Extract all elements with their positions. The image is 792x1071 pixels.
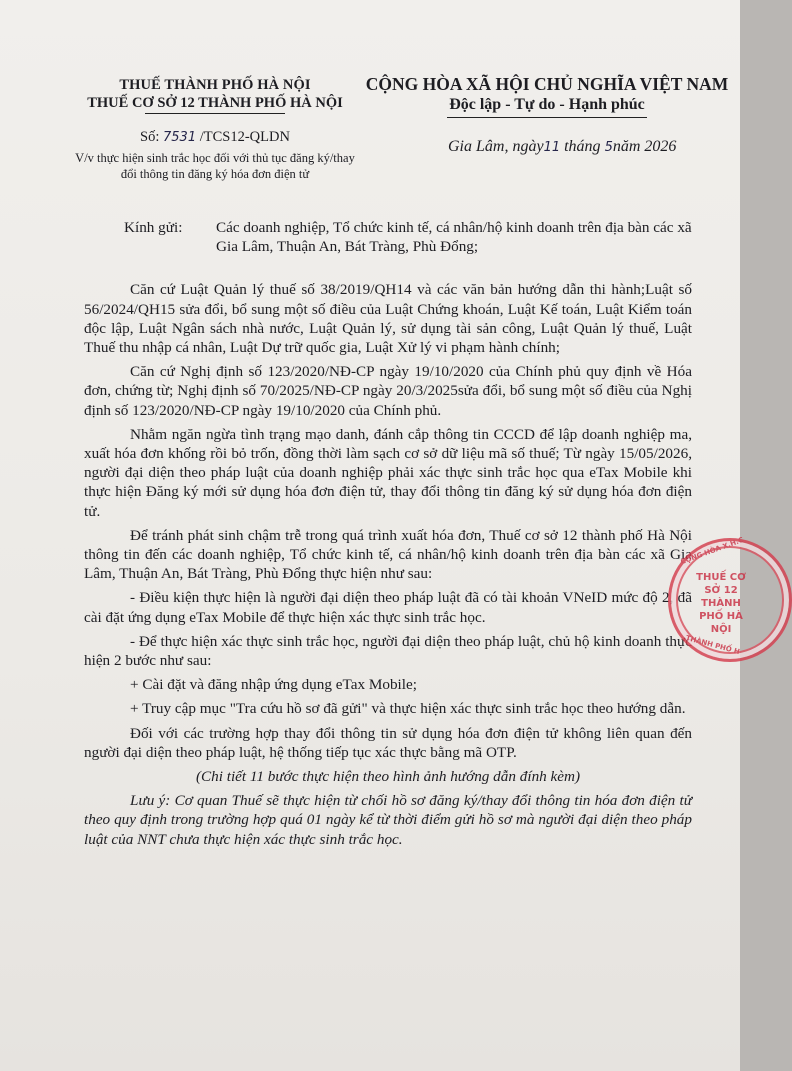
paragraph: + Truy cập mục "Tra cứu hồ sơ đã gửi" và thực hiện xác thực sinh trắc học theo hướng dẫn. [130, 700, 686, 718]
document-body [84, 218, 692, 854]
national-motto: Độc lập - Tự do - Hạnh phúc [449, 96, 645, 113]
date-year: năm 2026 [612, 138, 677, 155]
issuer-underline [145, 113, 285, 114]
seal-ring-text: CỘNG HÒA X.H.C [679, 535, 745, 567]
national-heading [362, 74, 732, 118]
recipient-label: Kính gửi: [124, 219, 183, 236]
paragraph: Nhằm ngăn ngừa tình trạng mạo danh, đánh cắp thông tin CCCD để lập doanh nghiệp ma, xuất hóa đơn khống rồi bỏ trốn, đồng thời làm sạch cơ sở dữ liệu mã số thuế; Từ ngày 15/05/2026, người đại diện theo pháp luật của doanh nghiệp phải xác thực sinh trắc học qua eTax Mobile khi thực hiện Đăng ký mới sử dụng hóa đơn điện tử, thay đổi thông tin đăng ký sử dụng hóa đơn điện tử. [84, 425, 692, 520]
note-paragraph: Lưu ý: Cơ quan Thuế sẽ thực hiện từ chối hồ sơ đăng ký/thay đổi thông tin hóa đơn điện tử theo quy định trong trường hợp quá 01 ngày kể từ thời điểm gửi hồ sơ mà người đại diện theo pháp luật của NNT chưa thực hiện xác thực sinh trắc học. [84, 792, 692, 848]
document-date [448, 138, 676, 156]
recipient-block [124, 218, 692, 256]
official-seal [668, 535, 792, 662]
paragraph: - Điều kiện thực hiện là người đại diện theo pháp luật đã có tài khoản VNeID mức độ 2, đã cài đặt ứng dụng eTax Mobile để thực hiện xác thực sinh trắc học. [84, 589, 692, 626]
date-month-label: tháng [564, 138, 601, 155]
seal-text: THUẾ CƠ SỞ 12 THÀNH PHỐ HÀ NỘI [696, 572, 746, 635]
date-day: 11 [543, 140, 561, 155]
document-subject: V/v thực hiện sinh trắc học đối với thủ tục đăng ký/thay đổi thông tin đăng ký hóa đơn điện tử [75, 151, 355, 181]
paragraph: - Để thực hiện xác thực sinh trắc học, người đại diện theo pháp luật, chủ hộ kinh doanh thực hiện 2 bước như sau: [84, 632, 692, 670]
parent-organization: THUẾ THÀNH PHỐ HÀ NỘI [119, 77, 311, 93]
paragraph: Đối với các trường hợp thay đổi thông tin sử dụng hóa đơn điện tử không liên quan đến người đại diện theo pháp luật, hệ thống tiếp tục xác thực bằng mã OTP. [84, 724, 692, 761]
nation-title: CỘNG HÒA XÃ HỘI CHỦ NGHĨA VIỆT NAM [365, 74, 729, 94]
issuer-block [70, 76, 360, 182]
date-prefix: Gia Lâm, ngày [448, 138, 544, 155]
document-number-handwritten: 7531 [163, 130, 197, 145]
date-month: 5 [604, 140, 613, 155]
paragraph: Căn cứ Luật Quản lý thuế số 38/2019/QH14 và các văn bản hướng dẫn thi hành;Luật số 56/2024/QH15 sửa đổi, bổ sung một số điều của Luật Chứng khoán, Luật Kế toán, Luật Kiểm toán độc lập, Luật Ngân sách nhà nước, Luật Quản lý, sử dụng tài sản công, Luật Quản lý thuế, Luật Thuế thu nhập cá nhân, Luật Dự trữ quốc gia, Luật Xử lý vi phạm hành chính; [84, 281, 692, 357]
document-number [70, 128, 360, 147]
document-number-code: /TCS12-QLDN [199, 129, 290, 145]
detail-note: (Chi tiết 11 bước thực hiện theo hình ảnh hướng dẫn đính kèm) [195, 768, 581, 786]
paragraph: Căn cứ Nghị định số 123/2020/NĐ-CP ngày 19/10/2020 của Chính phủ quy định về Hóa đơn, chứng từ; Nghị định số 70/2025/NĐ-CP ngày 20/3/2025sửa đổi, bổ sung một số điều của Nghị định số 123/2020/NĐ-CP ngày 19/10/2020 của Chính phủ. [84, 363, 692, 419]
document-number-label: Số: [140, 129, 160, 145]
seal-ring-text-bottom: THÀNH PHỐ H [684, 633, 741, 657]
paragraph: + Cài đặt và đăng nhập ứng dụng eTax Mobile; [130, 676, 417, 694]
paragraph: Để tránh phát sinh chậm trễ trong quá trình xuất hóa đơn, Thuế cơ sở 12 thành phố Hà Nội thông tin đến các doanh nghiệp, Tổ chức kinh tế, cá nhân/hộ kinh doanh trên địa bàn các xã Gia Lâm, Thuận An, Bát Tràng, Phù Đổng thực hiện như sau: [84, 526, 692, 583]
motto-underline [447, 117, 647, 118]
issuing-organization: THUẾ CƠ SỞ 12 THÀNH PHỐ HÀ NỘI [87, 95, 343, 111]
recipient-text: Các doanh nghiệp, Tổ chức kinh tế, cá nhân/hộ kinh doanh trên địa bàn các xã Gia Lâm, Thuận An, Bát Tràng, Phù Đổng; [216, 219, 692, 256]
